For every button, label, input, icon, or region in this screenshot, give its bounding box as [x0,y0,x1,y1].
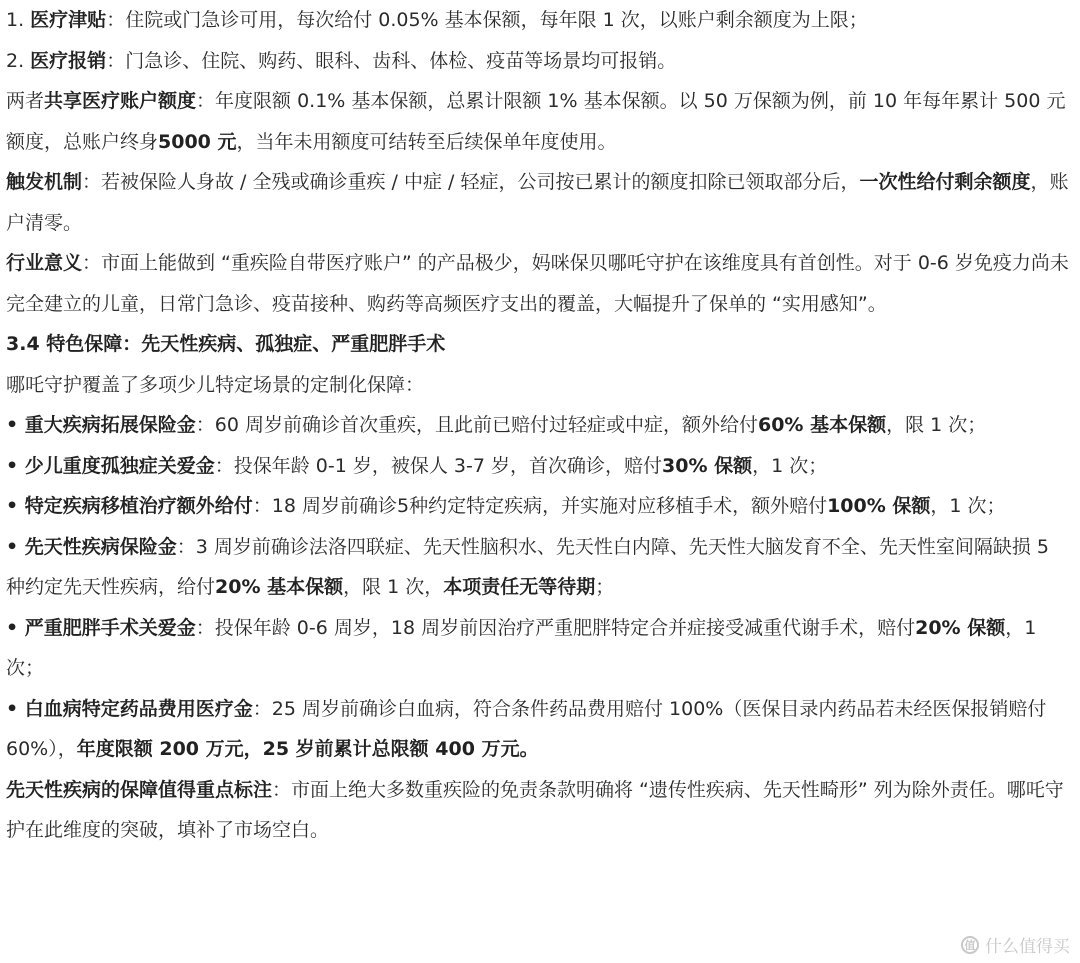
bold-text: 60% 基本保额 [757,414,887,436]
watermark-text: 什么值得买 [985,937,1070,957]
bold-text: 行业意义 [6,252,83,274]
paragraph [6,162,1070,243]
bold-text: • 重大疾病拓展保险金 [6,414,196,436]
paragraph [6,0,1070,41]
text-run: ：60 周岁前确诊首次重疾，且此前已赔付过轻症或中症，额外给付 [195,414,758,436]
text-run: 哪吒守护覆盖了多项少儿特定场景的定制化保障： [6,373,425,396]
bold-text: 30% 保额 [662,454,753,477]
paragraph [6,486,1070,527]
paragraph [6,608,1070,689]
bold-text: 共享医疗账户额度 [44,90,197,112]
bold-text: • 白血病特定药品费用医疗金 [6,697,253,720]
watermark-logo-icon: 值 [961,936,979,954]
text-run: ，限 1 次， [343,576,444,598]
text-run: ：市面上绝大多数重疾险的免责条款明确将 “遗传性疾病、先天性畸形” 列为除外责任。哪吒守护在此维度的突破，填补了市场空白。 [6,778,1064,841]
text-run: 1. [6,9,31,31]
paragraph [6,81,1070,162]
text-run: ：若被保险人身故 / 全残或确诊重疾 / 中症 / 轻症，公司按已累计的额度扣除已领取部分后， [82,171,860,193]
paragraph [6,405,1070,446]
bold-text: 触发机制 [6,171,83,193]
paragraph [6,770,1070,851]
bold-text: 医疗津贴 [30,9,107,31]
text-run: ：门急诊、住院、购药、眼科、齿科、体检、疫苗等场景均可报销。 [106,49,677,72]
bold-text: 5000 元 [158,130,237,153]
text-run: ，账户清零。 [6,171,1069,234]
text-run: ，1 次； [6,616,1037,679]
paragraph [6,41,1070,82]
bold-text: 一次性给付剩余额度 [859,171,1031,193]
text-run: ，1 次； [930,495,1006,517]
bold-text: 年度限额 200 万元，25 岁前累计总限额 400 万元。 [76,738,539,760]
text-run: ：18 周岁前确诊5种约定特定疾病，并实施对应移植手术，额外赔付 [252,495,828,517]
text-run: ：住院或门急诊可用，每次给付 0.05% 基本保额，每年限 1 次，以账户剩余额度为上限； [106,9,868,31]
bold-text: • 特定疾病移植治疗额外给付 [6,495,253,517]
bold-text: • 先天性疾病保险金 [6,535,177,558]
text-run: ：25 周岁前确诊白血病，符合条件药品费用赔付 100%（医保目录内药品若未经医保报销赔付 60%）， [6,697,1047,760]
paragraph [6,243,1070,324]
bold-text: 医疗报销 [30,49,107,72]
paragraph [6,365,1070,406]
text-run: ：投保年龄 0-6 周岁，18 周岁前因治疗严重肥胖特定合并症接受减重代谢手术，赔付 [195,616,916,639]
text-run: 两者 [6,90,45,112]
bold-text: • 少儿重度孤独症关爱金 [6,454,215,477]
paragraph [6,446,1070,487]
paragraph [6,324,1070,365]
paragraph [6,527,1070,608]
text-run: ，1 次； [752,454,828,477]
bold-text: • 严重肥胖手术关爱金 [6,616,196,639]
bold-text: 20% 基本保额 [215,576,344,598]
text-run: 2. [6,49,31,72]
bold-text: 先天性疾病的保障值得重点标注 [6,778,273,801]
text-run: ，当年未用额度可结转至后续保单年度使用。 [236,130,617,153]
text-run: ：市面上能做到 “重疾险自带医疗账户” 的产品极少，妈咪保贝哪吒守护在该维度具有首创性。对于 0-6 岁免疫力尚未完全建立的儿童，日常门急诊、疫苗接种、购药等高频医疗支出的覆盖，大幅提升了保单的 “实用感知”。 [6,252,1069,315]
paragraph [6,689,1070,770]
bold-text: 本项责任无等待期 [443,576,596,598]
bold-text: 3.4 特色保障：先天性疾病、孤独症、严重肥胖手术 [6,333,446,355]
text-run: ，限 1 次； [886,414,987,436]
text-run: ：3 周岁前确诊法洛四联症、先天性脑积水、先天性白内障、先天性大脑发育不全、先天性室间隔缺损 5 种约定先天性疾病，给付 [6,535,1050,598]
text-run: ：年度限额 0.1% 基本保额，总累计限额 1% 基本保额。以 50 万保额为例，前 10 年每年累计 500 元额度，总账户终身 [6,90,1066,153]
text-run: ； [595,576,615,598]
bold-text: 100% 保额 [827,495,931,517]
site-watermark [961,932,1070,957]
text-run: ：投保年龄 0-1 岁，被保人 3-7 岁，首次确诊，赔付 [214,454,662,477]
article-body [6,0,1070,851]
bold-text: 20% 保额 [915,616,1006,639]
